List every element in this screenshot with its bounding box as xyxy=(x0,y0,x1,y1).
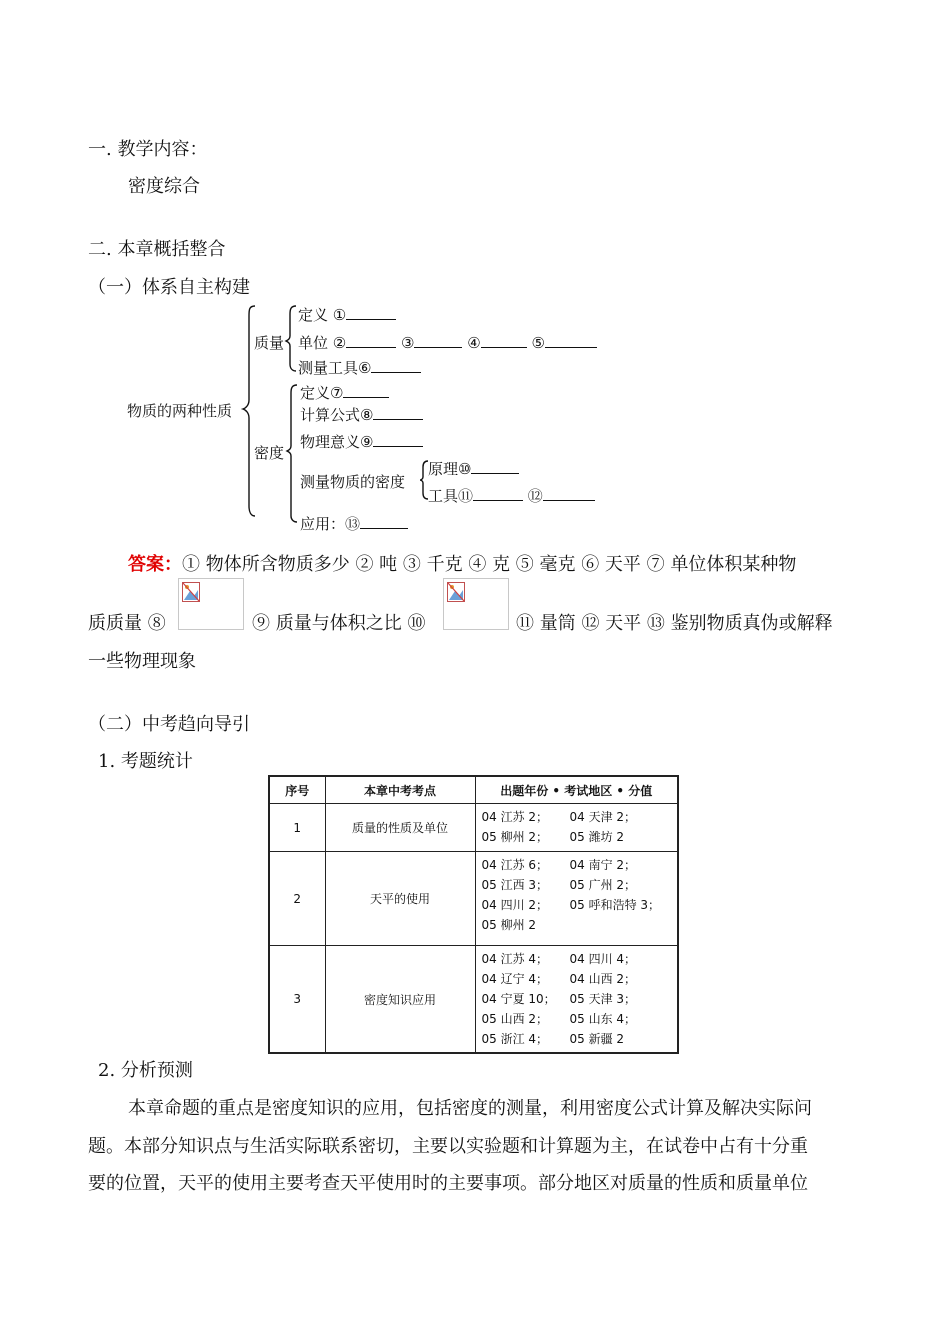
analysis-paragraph-line: 本章命题的重点是密度知识的应用，包括密度的测量，利用密度公式计算及解决实际问 xyxy=(128,1098,812,1119)
tree-mass-definition: 定义 ① xyxy=(298,304,396,325)
table-header: 序号 xyxy=(269,776,325,804)
answer-line-2c: ⑪ 量筒 ⑫ 天平 ⑬ 鉴别物质真伪或解释 xyxy=(516,613,833,634)
row-topic: 天平的使用 xyxy=(325,852,475,946)
stat-title: 1. 考题统计 xyxy=(98,751,193,772)
row-regions: 04 江苏 4； 04 四川 4； 04 辽宁 4； 04 山西 2； 04 宁夏 10； 05 天津 3； 05 山西 2； 05 山东 4； 05 浙江 4； 05 新疆 2 xyxy=(475,946,678,1054)
tree-density-application: 应用：⑬ xyxy=(300,513,408,534)
tree-density-measure: 测量物质的密度 xyxy=(300,473,406,491)
table-row xyxy=(269,946,678,1054)
analysis-paragraph-line: 要的位置，天平的使用主要考查天平使用时的主要事项。部分地区对质量的性质和质量单位 xyxy=(88,1173,808,1194)
answer-line-2a: 质质量 ⑧ xyxy=(88,613,166,634)
broken-image-icon xyxy=(447,582,465,602)
tree-mass-label: 质量 xyxy=(254,334,285,352)
table-header: 本章中考考点 xyxy=(325,776,475,804)
tree-density-definition: 定义⑦ xyxy=(300,382,389,403)
part1-heading: （一）体系自主构建 xyxy=(88,277,250,298)
tree-root-label: 物质的两种性质 xyxy=(127,402,233,420)
exam-statistics-table xyxy=(268,775,679,1054)
analysis-title: 2. 分析预测 xyxy=(98,1060,193,1081)
tree-density-tools: 工具⑪ ⑫ xyxy=(428,485,595,506)
tree-mass-tool: 测量工具⑥ xyxy=(298,357,421,378)
answer-line-1: 答案：① 物体所含物质多少 ② 吨 ③ 千克 ④ 克 ⑤ 毫克 ⑥ 天平 ⑦ 单位体积某种物 xyxy=(128,554,797,575)
row-number: 2 xyxy=(269,852,325,946)
analysis-paragraph-line: 题。本部分知识点与生活实际联系密切，主要以实验题和计算题为主，在试卷中占有十分重 xyxy=(88,1136,808,1157)
tree-density-principle: 原理⑩ xyxy=(428,458,519,479)
answer-line-3: 一些物理现象 xyxy=(88,651,196,672)
part2-heading: （二）中考趋向导引 xyxy=(88,714,250,735)
section-heading-teaching-content: 一. 教学内容： xyxy=(88,139,208,160)
table-row xyxy=(269,804,678,852)
section-heading-chapter-summary: 二. 本章概括整合 xyxy=(88,239,226,260)
row-topic: 密度知识应用 xyxy=(325,946,475,1054)
table-header-row xyxy=(269,776,678,804)
formula-image-8 xyxy=(178,578,244,630)
tree-density-formula: 计算公式⑧ xyxy=(300,404,423,425)
tree-density-meaning: 物理意义⑨ xyxy=(300,431,423,452)
broken-image-icon xyxy=(182,582,200,602)
table-header: 出题年份 • 考试地区 • 分值 xyxy=(475,776,678,804)
tree-density-label: 密度 xyxy=(254,444,285,462)
answer-line-2b: ⑨ 质量与体积之比 ⑩ xyxy=(252,613,426,634)
formula-image-10 xyxy=(443,578,509,630)
teaching-content-text: 密度综合 xyxy=(128,176,200,197)
row-number: 3 xyxy=(269,946,325,1054)
table-row xyxy=(269,852,678,946)
row-regions: 04 江苏 6； 04 南宁 2； 05 江西 3； 05 广州 2； 04 四川 2； 05 呼和浩特 3； 05 柳州 2 xyxy=(475,852,678,946)
row-number: 1 xyxy=(269,804,325,852)
answer-label: 答案： xyxy=(128,554,182,575)
tree-mass-unit: 单位 ② ③ ④ ⑤ xyxy=(298,332,597,353)
row-topic: 质量的性质及单位 xyxy=(325,804,475,852)
row-regions: 04 江苏 2； 04 天津 2； 05 柳州 2； 05 潍坊 2 xyxy=(475,804,678,852)
